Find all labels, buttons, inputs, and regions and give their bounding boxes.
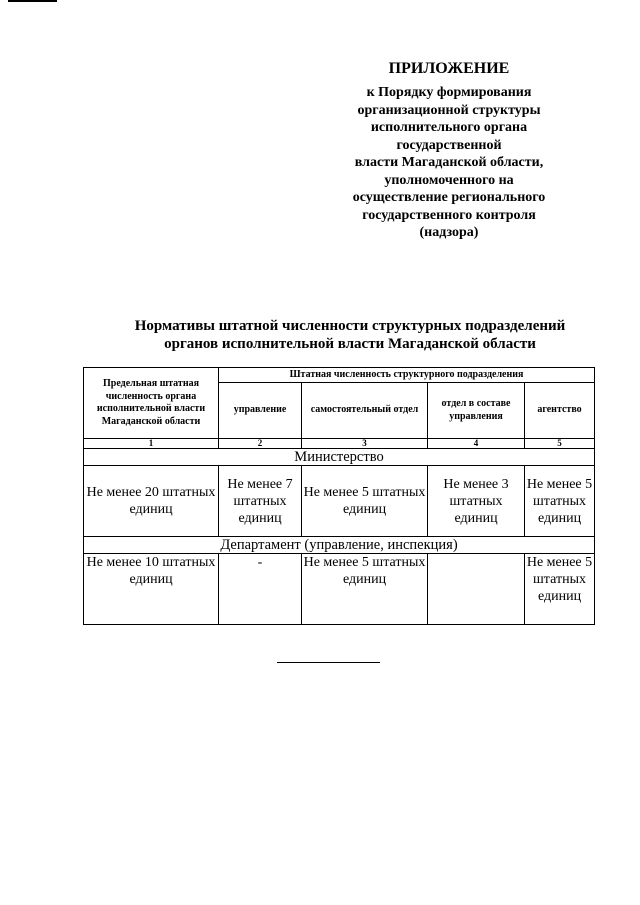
column-number: 2 — [219, 439, 302, 449]
table-cell: Не менее 7 штатных единиц — [219, 466, 302, 537]
table-cell: - — [219, 554, 302, 625]
table-cell: Не менее 3 штатных единиц — [428, 466, 525, 537]
subheader-cell: самостоятельный отдел — [302, 383, 428, 439]
appendix-line: исполнительного органа — [370, 120, 528, 135]
table-cell: Не менее 10 штатных единиц — [84, 554, 219, 625]
appendix-block — [333, 60, 565, 242]
appendix-line: организационной структуры — [357, 102, 541, 118]
col1-header: Предельная штатная численность органа исполнительной власти Магаданской области — [84, 368, 219, 439]
section-title: Департамент (управление, инспекция) — [84, 537, 595, 554]
appendix-line: уполномоченного на — [384, 172, 514, 188]
appendix-title: ПРИЛОЖЕНИЕ — [388, 60, 510, 77]
column-number: 1 — [84, 439, 219, 449]
appendix-line: (надзора) — [419, 225, 479, 240]
table-cell — [428, 554, 525, 625]
section-row — [84, 537, 595, 554]
group-header: Штатная численность структурного подразделения — [219, 368, 595, 383]
document-title-line: Нормативы штатной численности структурных подразделений — [134, 318, 566, 334]
appendix-line: осуществление регионального — [352, 190, 546, 205]
column-number: 3 — [302, 439, 428, 449]
table-cell: Не менее 5 штатных единиц — [525, 554, 595, 625]
appendix-line: государственного контроля — [362, 207, 536, 223]
column-number: 5 — [525, 439, 595, 449]
table-cell: Не менее 5 штатных единиц — [302, 466, 428, 537]
section-title: Министерство — [84, 449, 595, 466]
document-title — [100, 317, 600, 353]
table-cell: Не менее 5 штатных единиц — [302, 554, 428, 625]
column-number: 4 — [428, 439, 525, 449]
end-rule — [277, 662, 380, 663]
subheader-cell: отдел в составе управления — [428, 383, 525, 439]
document-title-line: органов исполнительной власти Магаданской области — [164, 336, 536, 352]
appendix-line: власти Магаданской области, — [354, 155, 544, 170]
table-row — [84, 466, 595, 537]
staffing-norms-table — [83, 367, 595, 625]
table-cell: Не менее 20 штатных единиц — [84, 466, 219, 537]
column-numbers-row — [84, 439, 595, 449]
table-row — [84, 554, 595, 625]
table-header-row — [84, 368, 595, 383]
section-row — [84, 449, 595, 466]
appendix-line: к Порядку формирования — [366, 85, 532, 100]
top-rule — [8, 0, 57, 2]
subheader-cell: управление — [219, 383, 302, 439]
subheader-cell: агентство — [525, 383, 595, 439]
appendix-line: государственной — [396, 137, 502, 153]
table-cell: Не менее 5 штатных единиц — [525, 466, 595, 537]
